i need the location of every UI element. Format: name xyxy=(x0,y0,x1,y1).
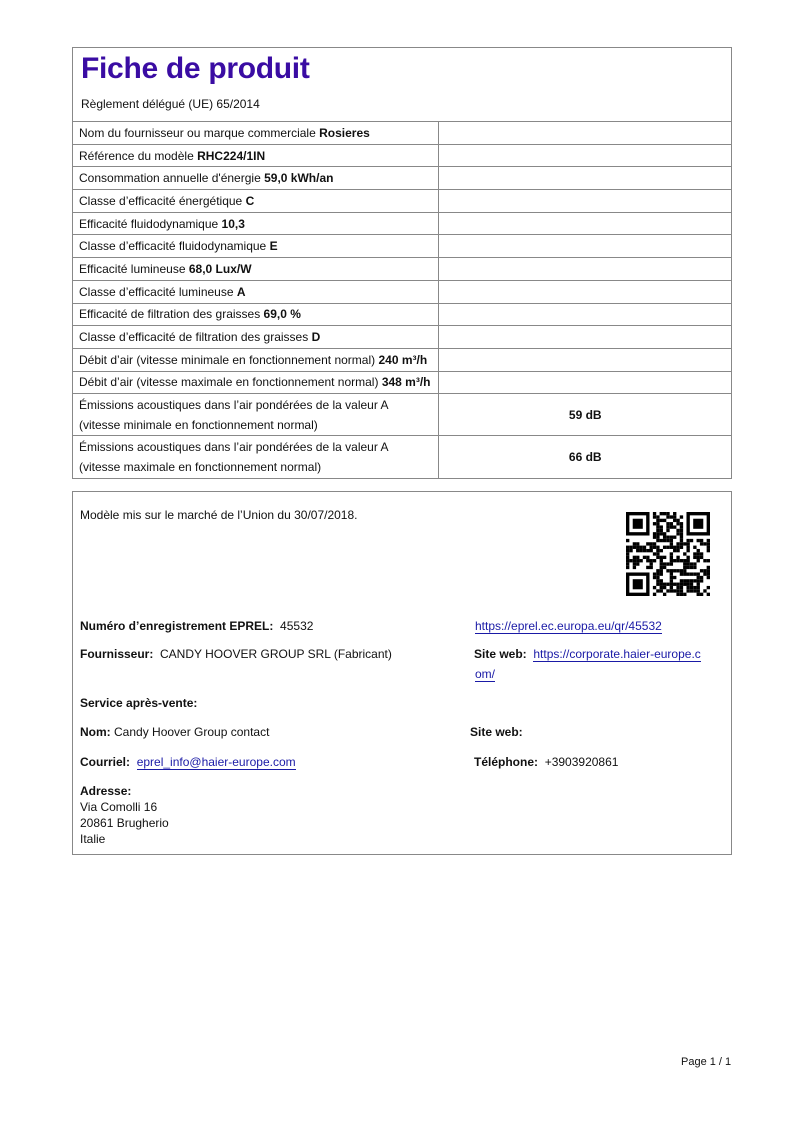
row-label: Débit d’air (vitesse minimale en fonctionnement normal) xyxy=(79,352,376,367)
table-row xyxy=(72,258,732,281)
table-row xyxy=(72,235,732,258)
empty-cell xyxy=(438,280,732,303)
row-label-cell xyxy=(72,235,438,258)
row-label-cell xyxy=(72,303,438,326)
name-value: Candy Hoover Group contact xyxy=(114,725,270,739)
row-value: 240 m³/h xyxy=(378,352,428,367)
table-row xyxy=(72,303,732,326)
row-value: 59 dB xyxy=(438,394,732,436)
row-label-cell xyxy=(72,280,438,303)
name-label: Nom: xyxy=(80,725,111,739)
row-label-cell xyxy=(72,258,438,281)
empty-cell xyxy=(438,122,732,145)
row-label: Débit d’air (vitesse maximale en fonctionnement normal) xyxy=(79,375,379,390)
table-row xyxy=(72,371,732,394)
row-label: Classe d’efficacité énergétique xyxy=(79,193,243,208)
supplier-label: Fournisseur: xyxy=(80,647,154,661)
supplier-value: CANDY HOOVER GROUP SRL (Fabricant) xyxy=(160,647,392,661)
eprel-label: Numéro d’enregistrement EPREL: xyxy=(80,619,274,633)
empty-cell xyxy=(438,144,732,167)
regulation: Règlement délégué (UE) 65/2014 xyxy=(81,97,260,111)
site-link-cont[interactable]: om/ xyxy=(475,667,496,681)
table-row xyxy=(72,190,732,213)
row-value: Rosieres xyxy=(319,125,370,140)
phone-value: +3903920861 xyxy=(544,755,619,769)
eprel-row xyxy=(80,619,313,633)
row-label: Nom du fournisseur ou marque commerciale xyxy=(79,125,316,140)
table-row xyxy=(72,436,732,478)
row-value: 10,3 xyxy=(221,216,245,231)
row-label: Référence du modèle xyxy=(79,148,194,163)
supplier-row xyxy=(80,647,392,661)
row-label-cell xyxy=(72,326,438,349)
row-value: 69,0 % xyxy=(263,307,301,322)
email-link[interactable]: eprel_info@haier-europe.com xyxy=(136,755,296,769)
product-sheet-table-box xyxy=(72,47,732,479)
table-row xyxy=(72,122,732,145)
empty-cell xyxy=(438,258,732,281)
site-link[interactable]: https://corporate.haier-europe.c xyxy=(533,647,701,661)
page-title: Fiche de produit xyxy=(81,52,310,85)
site2-label: Site web: xyxy=(470,725,523,739)
row-value: E xyxy=(269,239,278,254)
empty-cell xyxy=(438,167,732,190)
row-label-cell xyxy=(72,212,438,235)
row-label: Consommation annuelle d'énergie xyxy=(79,171,261,186)
table-row xyxy=(72,280,732,303)
row-value: 68,0 Lux/W xyxy=(188,261,252,276)
address-line: Via Comolli 16 xyxy=(80,800,158,814)
row-label: Émissions acoustiques dans l’air pondérées de la valeur A (vitesse maximale en fonctionnement normal) xyxy=(72,436,438,478)
phone-label: Téléphone: xyxy=(474,755,539,769)
row-value: C xyxy=(245,193,255,208)
table-row xyxy=(72,167,732,190)
empty-cell xyxy=(438,190,732,213)
row-value: RHC224/1IN xyxy=(197,148,266,163)
row-value: D xyxy=(311,330,321,345)
eprel-link[interactable]: https://eprel.ec.europa.eu/qr/45532 xyxy=(475,619,662,633)
market-date: Modèle mis sur le marché de l’Union du 30/07/2018. xyxy=(80,508,358,522)
name-row xyxy=(80,725,269,739)
address-line: Italie xyxy=(80,832,106,846)
row-label: Classe d’efficacité lumineuse xyxy=(79,284,234,299)
table-row xyxy=(72,144,732,167)
eprel-value: 45532 xyxy=(280,619,314,633)
info-box xyxy=(72,491,732,855)
empty-cell xyxy=(438,348,732,371)
email-label: Courriel: xyxy=(80,755,131,769)
row-label: Efficacité fluidodynamique xyxy=(79,216,219,231)
row-label: Classe d’efficacité de filtration des graisses xyxy=(79,330,309,345)
email-row xyxy=(80,755,296,769)
address xyxy=(80,783,169,847)
row-label-cell xyxy=(72,122,438,145)
row-label: Émissions acoustiques dans l’air pondérées de la valeur A (vitesse minimale en fonctionnement normal) xyxy=(72,394,438,436)
table-row xyxy=(72,326,732,349)
site-label: Site web: xyxy=(474,647,527,661)
row-label-cell xyxy=(72,144,438,167)
empty-cell xyxy=(438,212,732,235)
address-line: 20861 Brugherio xyxy=(80,816,169,830)
empty-cell xyxy=(438,371,732,394)
row-label-cell xyxy=(72,371,438,394)
phone-row xyxy=(474,755,618,769)
qr-code xyxy=(626,512,710,596)
row-label-cell xyxy=(72,167,438,190)
site-row xyxy=(474,647,701,661)
table-row xyxy=(72,348,732,371)
empty-cell xyxy=(438,235,732,258)
page-number: Page 1 / 1 xyxy=(681,1056,732,1068)
service-heading: Service après-vente: xyxy=(80,696,198,710)
row-label: Efficacité de filtration des graisses xyxy=(79,307,261,322)
row-value: A xyxy=(236,284,246,299)
empty-cell xyxy=(438,303,732,326)
table-row xyxy=(72,394,732,436)
spec-table xyxy=(72,121,732,478)
row-value: 59,0 kWh/an xyxy=(264,171,334,186)
row-label-cell xyxy=(72,190,438,213)
table-row xyxy=(72,212,732,235)
row-value: 66 dB xyxy=(438,436,732,478)
row-value: 348 m³/h xyxy=(381,375,431,390)
row-label: Efficacité lumineuse xyxy=(79,261,186,276)
row-label-cell xyxy=(72,348,438,371)
row-label: Classe d’efficacité fluidodynamique xyxy=(79,239,267,254)
address-label: Adresse: xyxy=(80,784,132,798)
empty-cell xyxy=(438,326,732,349)
